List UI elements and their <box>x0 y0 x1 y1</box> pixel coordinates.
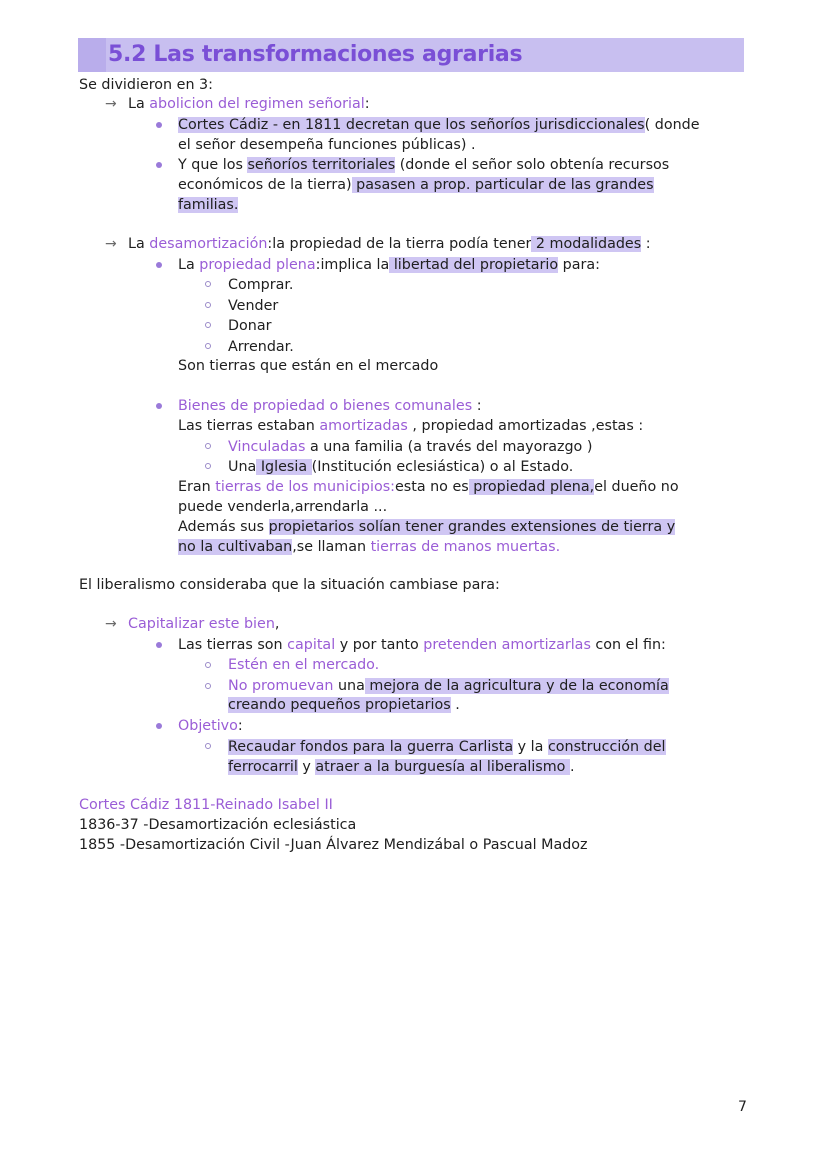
arrow-icon: → <box>105 96 117 112</box>
list-item: Bienes de propiedad o bienes comunales : <box>178 398 482 414</box>
capitalizar-heading: Capitalizar este bien, <box>128 616 280 632</box>
list-item: Objetivo: <box>178 718 243 734</box>
circle-bullet-icon <box>205 302 211 308</box>
list-item-cont: ferrocarril y atraer a la burguesía al liberalismo . <box>228 759 575 775</box>
circle-bullet-icon <box>205 683 211 689</box>
list-item: Vender <box>228 298 279 314</box>
intro-line: Se dividieron en 3: <box>79 77 213 93</box>
page-number: 7 <box>738 1099 747 1115</box>
note-line: Son tierras que están en el mercado <box>178 358 439 374</box>
bullet-icon <box>156 723 162 729</box>
timeline-line: 1855 -Desamortización Civil -Juan Álvarez Mendizábal o Pascual Madoz <box>79 837 588 853</box>
bullet-icon <box>156 162 162 168</box>
list-item: Cortes Cádiz - en 1811 decretan que los señoríos jurisdiccionales( donde <box>178 117 700 133</box>
desamortizacion-heading: La desamortización:la propiedad de la tierra podía tener 2 modalidades : <box>128 236 651 252</box>
list-item: No promuevan una mejora de la agricultura y de la economía <box>228 678 669 694</box>
timeline-heading: Cortes Cádiz 1811-Reinado Isabel II <box>79 797 333 813</box>
circle-bullet-icon <box>205 322 211 328</box>
circle-bullet-icon <box>205 343 211 349</box>
circle-bullet-icon <box>205 743 211 749</box>
list-item: La propiedad plena:implica la libertad del propietario para: <box>178 257 600 273</box>
circle-bullet-icon <box>205 443 211 449</box>
liberalism-line: El liberalismo consideraba que la situación cambiase para: <box>79 577 500 593</box>
list-item: Arrendar. <box>228 339 294 355</box>
page-title: 5.2 Las transformaciones agrarias <box>108 42 523 67</box>
arrow-icon: → <box>105 616 117 632</box>
circle-bullet-icon <box>205 463 211 469</box>
text-line: Además sus propietarios solían tener grandes extensiones de tierra y <box>178 519 676 535</box>
title-accent-block <box>78 38 106 72</box>
bullet-icon <box>156 122 162 128</box>
list-item-cont: económicos de la tierra) pasasen a prop. particular de las grandes <box>178 177 654 193</box>
text-line: Las tierras estaban amortizadas , propiedad amortizadas ,estas : <box>178 418 644 434</box>
list-item-cont: el señor desempeña funciones públicas) . <box>178 137 476 153</box>
text-line: no la cultivaban,se llaman tierras de manos muertas. <box>178 539 561 555</box>
list-item: Vinculadas a una familia (a través del mayorazgo ) <box>228 439 593 455</box>
bullet-icon <box>156 403 162 409</box>
list-item: Comprar. <box>228 277 294 293</box>
arrow-icon: → <box>105 236 117 252</box>
timeline-line: 1836-37 -Desamortización eclesiástica <box>79 817 357 833</box>
text-line: Eran tierras de los municipios:esta no es propiedad plena,el dueño no <box>178 479 679 495</box>
list-item: Las tierras son capital y por tanto pretenden amortizarlas con el fin: <box>178 637 666 653</box>
bullet-icon <box>156 642 162 648</box>
list-item: Una Iglesia (Institución eclesiástica) o al Estado. <box>228 459 574 475</box>
list-item: Y que los señoríos territoriales (donde el señor solo obtenía recursos <box>178 157 670 173</box>
list-item-cont: familias. <box>178 197 239 213</box>
text-line: puede venderla,arrendarla ... <box>178 499 388 515</box>
circle-bullet-icon <box>205 281 211 287</box>
list-item: Recaudar fondos para la guerra Carlista y la construcción del <box>228 739 666 755</box>
list-item: Donar <box>228 318 272 334</box>
list-item: Estén en el mercado. <box>228 657 380 673</box>
circle-bullet-icon <box>205 662 211 668</box>
bullet-icon <box>156 262 162 268</box>
abolition-heading: La abolicion del regimen señorial: <box>128 96 370 112</box>
list-item-cont: creando pequeños propietarios . <box>228 697 460 713</box>
